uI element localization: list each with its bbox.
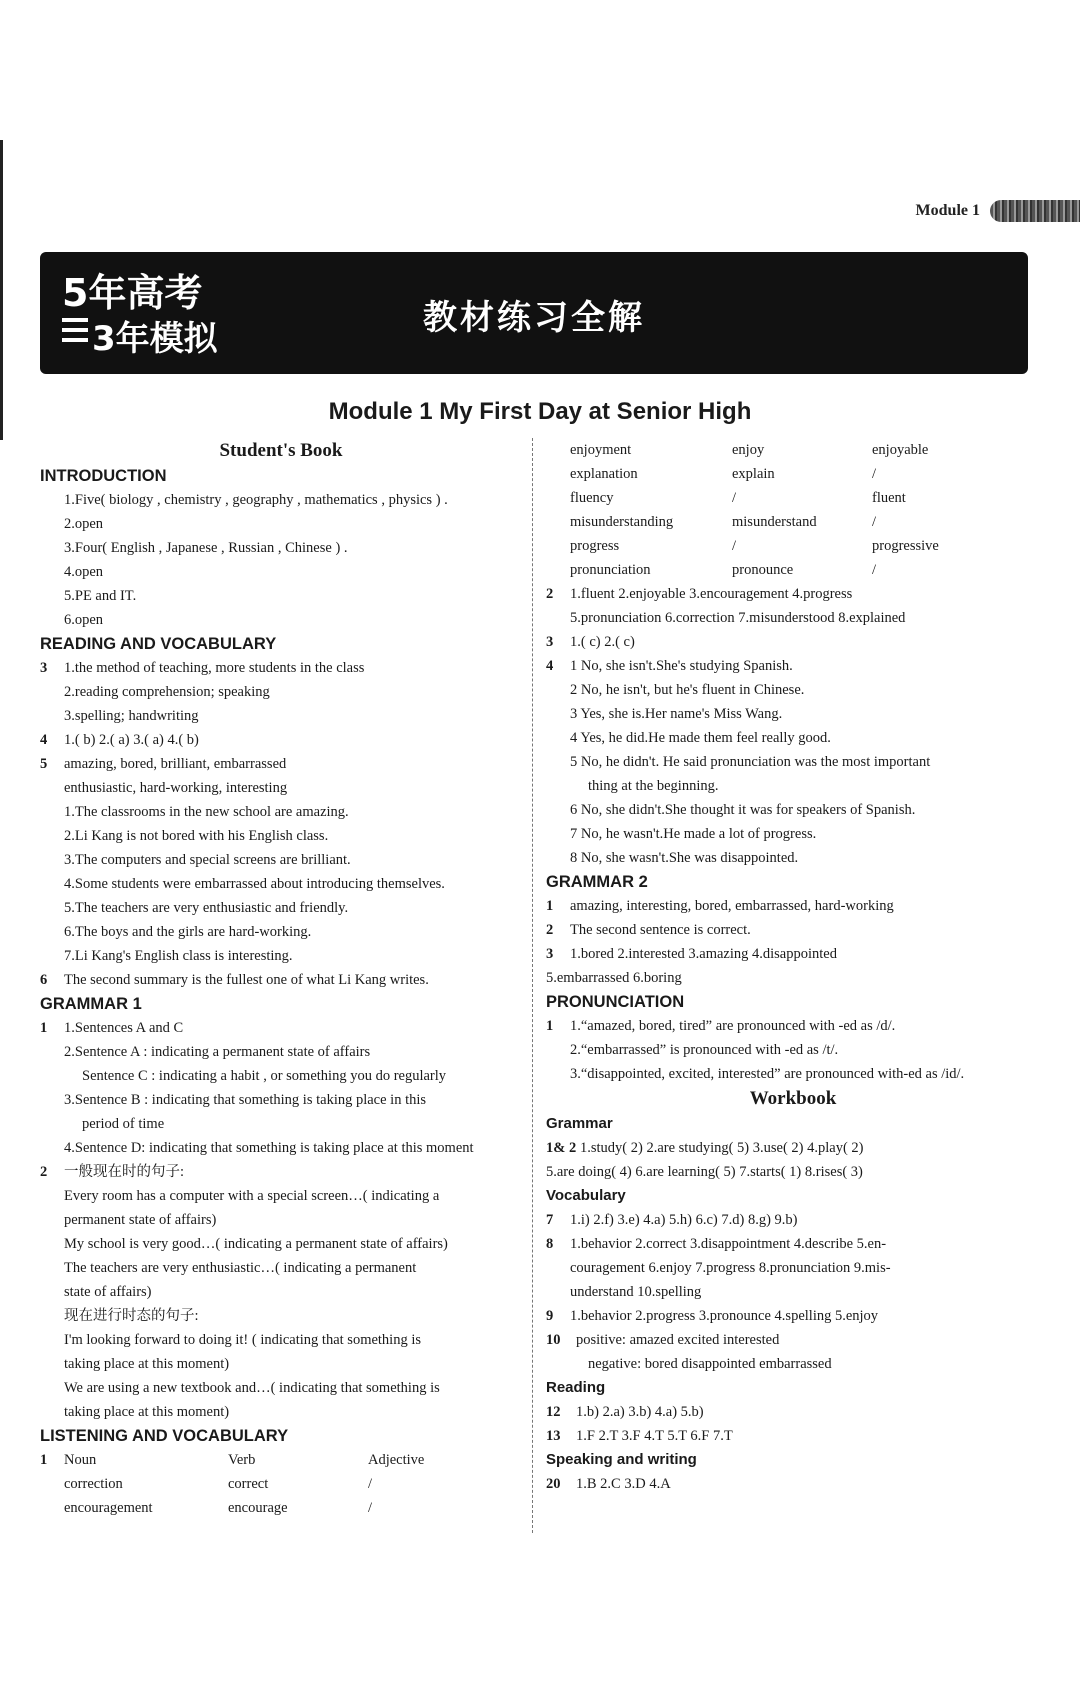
question-row bbox=[546, 1232, 1040, 1256]
answer-text: 1.behavior 2.correct 3.disappointment 4.describe 5.en- bbox=[570, 1236, 887, 1252]
question-number: 3 bbox=[546, 634, 554, 650]
question-row bbox=[546, 1304, 1040, 1328]
question-row bbox=[546, 1472, 1040, 1496]
noun-cell: fluency bbox=[570, 490, 614, 506]
answer-line: 2.Sentence A : indicating a permanent state of affairs bbox=[64, 1044, 371, 1060]
column-divider bbox=[532, 438, 533, 1533]
question-row bbox=[40, 728, 522, 752]
question-row bbox=[40, 656, 522, 680]
workbook-vocabulary-heading: Vocabulary bbox=[546, 1187, 626, 1204]
answer-line: We are using a new textbook and…( indicating that something is bbox=[64, 1380, 440, 1396]
answer-text: The second summary is the fullest one of what Li Kang writes. bbox=[64, 972, 429, 988]
answer-line: I'm looking forward to doing it! ( indicating that something is bbox=[64, 1332, 422, 1348]
workbook-title: Workbook bbox=[749, 1088, 837, 1109]
verb-cell: pronounce bbox=[732, 562, 794, 578]
adjective-cell: progressive bbox=[872, 538, 939, 554]
grammar1-heading: GRAMMAR 1 bbox=[40, 995, 142, 1013]
question-number: 10 bbox=[546, 1332, 561, 1348]
word-table-row bbox=[546, 510, 1040, 534]
question-row bbox=[40, 968, 522, 992]
word-table-row bbox=[546, 462, 1040, 486]
adjective-cell: / bbox=[872, 466, 877, 482]
answer-text: 1.study( 2) 2.are studying( 5) 3.use( 2) 4.play( 2) bbox=[580, 1140, 864, 1156]
question-number: 4 bbox=[546, 658, 554, 674]
question-number: 9 bbox=[546, 1308, 554, 1324]
question-number: 1& 2 bbox=[546, 1140, 577, 1156]
answer-line: Every room has a computer with a special screen…( indicating a bbox=[64, 1188, 440, 1204]
students-book-title: Student's Book bbox=[219, 440, 343, 461]
listening-heading: LISTENING AND VOCABULARY bbox=[40, 1427, 289, 1445]
question-number: 13 bbox=[546, 1428, 561, 1444]
noun-cell: progress bbox=[570, 538, 620, 554]
word-table-row bbox=[40, 1496, 522, 1520]
answer-line: 2.“embarrassed” is pronounced with -ed as /t/. bbox=[570, 1042, 839, 1058]
adjective-cell: / bbox=[872, 514, 877, 530]
answer-line: 7 No, he wasn't.He made a lot of progress. bbox=[570, 826, 817, 842]
answer-text: 1.Sentences A and C bbox=[64, 1020, 184, 1036]
verb-cell: correct bbox=[228, 1476, 269, 1492]
answer-text: 1.( b) 2.( a) 3.( a) 4.( b) bbox=[64, 732, 199, 748]
noun-cell: encouragement bbox=[64, 1500, 153, 1516]
module-label: Module 1 bbox=[915, 202, 980, 219]
adjective-cell: / bbox=[872, 562, 877, 578]
answer-text: amazing, interesting, bored, embarrassed, hard-working bbox=[570, 898, 894, 914]
adjective-cell: / bbox=[368, 1500, 373, 1516]
left-column bbox=[40, 438, 522, 1520]
question-number: 3 bbox=[40, 660, 48, 676]
answer-line: 3.spelling; handwriting bbox=[64, 708, 199, 724]
question-row bbox=[546, 630, 1040, 654]
question-number: 2 bbox=[546, 586, 554, 602]
workbook-speaking-heading: Speaking and writing bbox=[546, 1451, 697, 1468]
noun-cell: pronunciation bbox=[570, 562, 651, 578]
answer-text: The second sentence is correct. bbox=[570, 922, 751, 938]
answer-text: 1.b) 2.a) 3.b) 4.a) 5.b) bbox=[576, 1404, 704, 1420]
answer-line: thing at the beginning. bbox=[588, 778, 719, 794]
answer-line: 5.The teachers are very enthusiastic and friendly. bbox=[64, 900, 349, 916]
grammar2-heading: GRAMMAR 2 bbox=[546, 873, 648, 891]
answer-text: 1.i) 2.f) 3.e) 4.a) 5.h) 6.c) 7.d) 8.g) 9.b) bbox=[570, 1212, 798, 1228]
answer-line: 6 No, she didn't.She thought it was for speakers of Spanish. bbox=[570, 802, 916, 818]
adjective-cell: / bbox=[368, 1476, 373, 1492]
answer-line: 5.pronunciation 6.correction 7.misunderstood 8.explained bbox=[570, 610, 906, 626]
column-header: Verb bbox=[228, 1452, 256, 1468]
verb-cell: enjoy bbox=[732, 442, 765, 458]
introduction-answer: 2.open bbox=[64, 516, 104, 532]
answer-line: 3 Yes, she is.Her name's Miss Wang. bbox=[570, 706, 783, 722]
question-row bbox=[546, 942, 1040, 966]
noun-cell: misunderstanding bbox=[570, 514, 674, 530]
question-number: 6 bbox=[40, 972, 48, 988]
question-row bbox=[546, 1400, 1040, 1424]
question-number: 5 bbox=[40, 756, 48, 772]
answer-text: 一般现在时的句子: bbox=[64, 1164, 185, 1180]
page-edge-mark bbox=[0, 140, 3, 440]
noun-cell: correction bbox=[64, 1476, 123, 1492]
answer-line: 3.“disappointed, excited, interested” are pronounced with-ed as /id/. bbox=[570, 1066, 965, 1082]
adjective-cell: fluent bbox=[872, 490, 906, 506]
banner-title: 教材练习全解 bbox=[423, 298, 645, 338]
reading-vocab-heading: READING AND VOCABULARY bbox=[40, 635, 277, 653]
answer-line: 1.The classrooms in the new school are amazing. bbox=[64, 804, 349, 820]
answer-line: state of affairs) bbox=[64, 1284, 152, 1300]
question-number: 2 bbox=[546, 922, 554, 938]
answer-line: taking place at this moment) bbox=[64, 1356, 230, 1372]
question-row bbox=[546, 1424, 1040, 1448]
answer-text: 1.( c) 2.( c) bbox=[570, 634, 635, 650]
question-number: 8 bbox=[546, 1236, 554, 1252]
question-row bbox=[546, 1328, 1040, 1352]
question-number: 4 bbox=[40, 732, 48, 748]
question-row bbox=[40, 1016, 522, 1040]
column-header: Adjective bbox=[368, 1452, 425, 1468]
answer-line: period of time bbox=[82, 1116, 165, 1132]
word-table-header bbox=[40, 1448, 522, 1472]
question-row bbox=[546, 654, 1040, 678]
noun-cell: enjoyment bbox=[570, 442, 632, 458]
word-table-row bbox=[546, 534, 1040, 558]
answer-line: 8 No, she wasn't.She was disappointed. bbox=[570, 850, 799, 866]
answer-line: 3.The computers and special screens are brilliant. bbox=[64, 852, 351, 868]
answer-line: My school is very good…( indicating a permanent state of affairs) bbox=[64, 1236, 448, 1252]
verb-cell: encourage bbox=[228, 1500, 288, 1516]
introduction-heading: INTRODUCTION bbox=[40, 467, 167, 485]
answer-line: 4.Sentence D: indicating that something is taking place at this moment bbox=[64, 1140, 474, 1156]
answer-text: 1.“amazed, bored, tired” are pronounced with -ed as /d/. bbox=[570, 1018, 896, 1034]
question-number: 12 bbox=[546, 1404, 561, 1420]
question-number: 3 bbox=[546, 946, 554, 962]
answer-line: taking place at this moment) bbox=[64, 1404, 230, 1420]
answer-line: enthusiastic, hard-working, interesting bbox=[64, 780, 288, 796]
logo-top-text: 5年高考 bbox=[62, 271, 203, 315]
word-table-row bbox=[546, 486, 1040, 510]
answer-line: 7.Li Kang's English class is interesting. bbox=[64, 948, 293, 964]
workbook-reading-heading: Reading bbox=[546, 1379, 606, 1396]
noun-cell: explanation bbox=[570, 466, 638, 482]
question-number: 7 bbox=[546, 1212, 554, 1228]
question-number: 20 bbox=[546, 1476, 561, 1492]
answer-line: negative: bored disappointed embarrassed bbox=[588, 1356, 832, 1372]
answer-line: Sentence C : indicating a habit , or something you do regularly bbox=[82, 1068, 447, 1084]
answer-line: 5 No, he didn't. He said pronunciation was the most important bbox=[570, 754, 931, 770]
page-tab-decoration bbox=[990, 200, 1080, 222]
answer-line: 2.reading comprehension; speaking bbox=[64, 684, 270, 700]
answer-text: 1.the method of teaching, more students in the class bbox=[64, 660, 365, 676]
verb-cell: misunderstand bbox=[732, 514, 817, 530]
header-banner bbox=[40, 252, 1028, 374]
answer-text: 1.F 2.T 3.F 4.T 5.T 6.F 7.T bbox=[576, 1428, 733, 1444]
answer-line: 3.Sentence B : indicating that something is taking place in this bbox=[64, 1092, 427, 1108]
question-row bbox=[546, 918, 1040, 942]
answer-text: 1.behavior 2.progress 3.pronounce 4.spelling 5.enjoy bbox=[570, 1308, 879, 1324]
answer-line: couragement 6.enjoy 7.progress 8.pronunciation 9.mis- bbox=[570, 1260, 891, 1276]
question-number: 2 bbox=[40, 1164, 48, 1180]
question-number: 1 bbox=[40, 1452, 48, 1468]
question-row bbox=[40, 1160, 522, 1184]
introduction-answer: 5.PE and IT. bbox=[64, 588, 137, 604]
answer-line: 4 Yes, he did.He made them feel really good. bbox=[570, 730, 831, 746]
question-row bbox=[546, 1014, 1040, 1038]
answer-text: 1.bored 2.interested 3.amazing 4.disappointed bbox=[570, 946, 837, 962]
answer-line: 6.The boys and the girls are hard-working. bbox=[64, 924, 312, 940]
word-table-row bbox=[546, 558, 1040, 582]
question-row bbox=[546, 1136, 1040, 1160]
answer-text: amazing, bored, brilliant, embarrassed bbox=[64, 756, 287, 772]
logo-bottom-text: 3年模拟 bbox=[92, 319, 218, 359]
question-row bbox=[546, 582, 1040, 606]
question-number: 1 bbox=[546, 1018, 554, 1034]
question-row bbox=[546, 894, 1040, 918]
introduction-answer: 4.open bbox=[64, 564, 104, 580]
question-row bbox=[40, 752, 522, 776]
introduction-answer: 3.Four( English , Japanese , Russian , Chinese ) . bbox=[64, 540, 348, 556]
answer-line: 4.Some students were embarrassed about introducing themselves. bbox=[64, 876, 445, 892]
word-table-row bbox=[40, 1472, 522, 1496]
answer-line: 5.are doing( 4) 6.are learning( 5) 7.starts( 1) 8.rises( 3) bbox=[546, 1164, 863, 1180]
verb-cell: / bbox=[732, 538, 737, 554]
column-header: Noun bbox=[64, 1452, 97, 1468]
question-number: 1 bbox=[40, 1020, 48, 1036]
answer-text: 1.fluent 2.enjoyable 3.encouragement 4.progress bbox=[570, 586, 853, 602]
introduction-answer: 6.open bbox=[64, 612, 104, 628]
answer-line: 5.embarrassed 6.boring bbox=[546, 970, 682, 986]
answer-text: 1.B 2.C 3.D 4.A bbox=[576, 1476, 671, 1492]
module-title: Module 1 My First Day at Senior High bbox=[328, 398, 752, 425]
workbook-grammar-heading: Grammar bbox=[546, 1115, 613, 1132]
verb-cell: explain bbox=[732, 466, 775, 482]
answer-text: 1 No, she isn't.She's studying Spanish. bbox=[570, 658, 793, 674]
word-table-row bbox=[546, 438, 1040, 462]
question-row bbox=[546, 1208, 1040, 1232]
answer-line: permanent state of affairs) bbox=[64, 1212, 217, 1228]
running-head bbox=[916, 200, 1080, 222]
answer-line: 2 No, he isn't, but he's fluent in Chinese. bbox=[570, 682, 805, 698]
pronunciation-heading: PRONUNCIATION bbox=[546, 993, 685, 1011]
answer-line: 2.Li Kang is not bored with his English class. bbox=[64, 828, 329, 844]
question-number: 1 bbox=[546, 898, 554, 914]
answer-line: 现在进行时态的句子: bbox=[64, 1308, 199, 1324]
answer-text: positive: amazed excited interested bbox=[576, 1332, 780, 1348]
right-column bbox=[546, 438, 1040, 1496]
answer-line: understand 10.spelling bbox=[570, 1284, 702, 1300]
adjective-cell: enjoyable bbox=[872, 442, 929, 458]
answer-line: The teachers are very enthusiastic…( indicating a permanent bbox=[64, 1260, 417, 1276]
verb-cell: / bbox=[732, 490, 737, 506]
introduction-answer: 1.Five( biology , chemistry , geography , mathematics , physics ) . bbox=[64, 492, 448, 508]
